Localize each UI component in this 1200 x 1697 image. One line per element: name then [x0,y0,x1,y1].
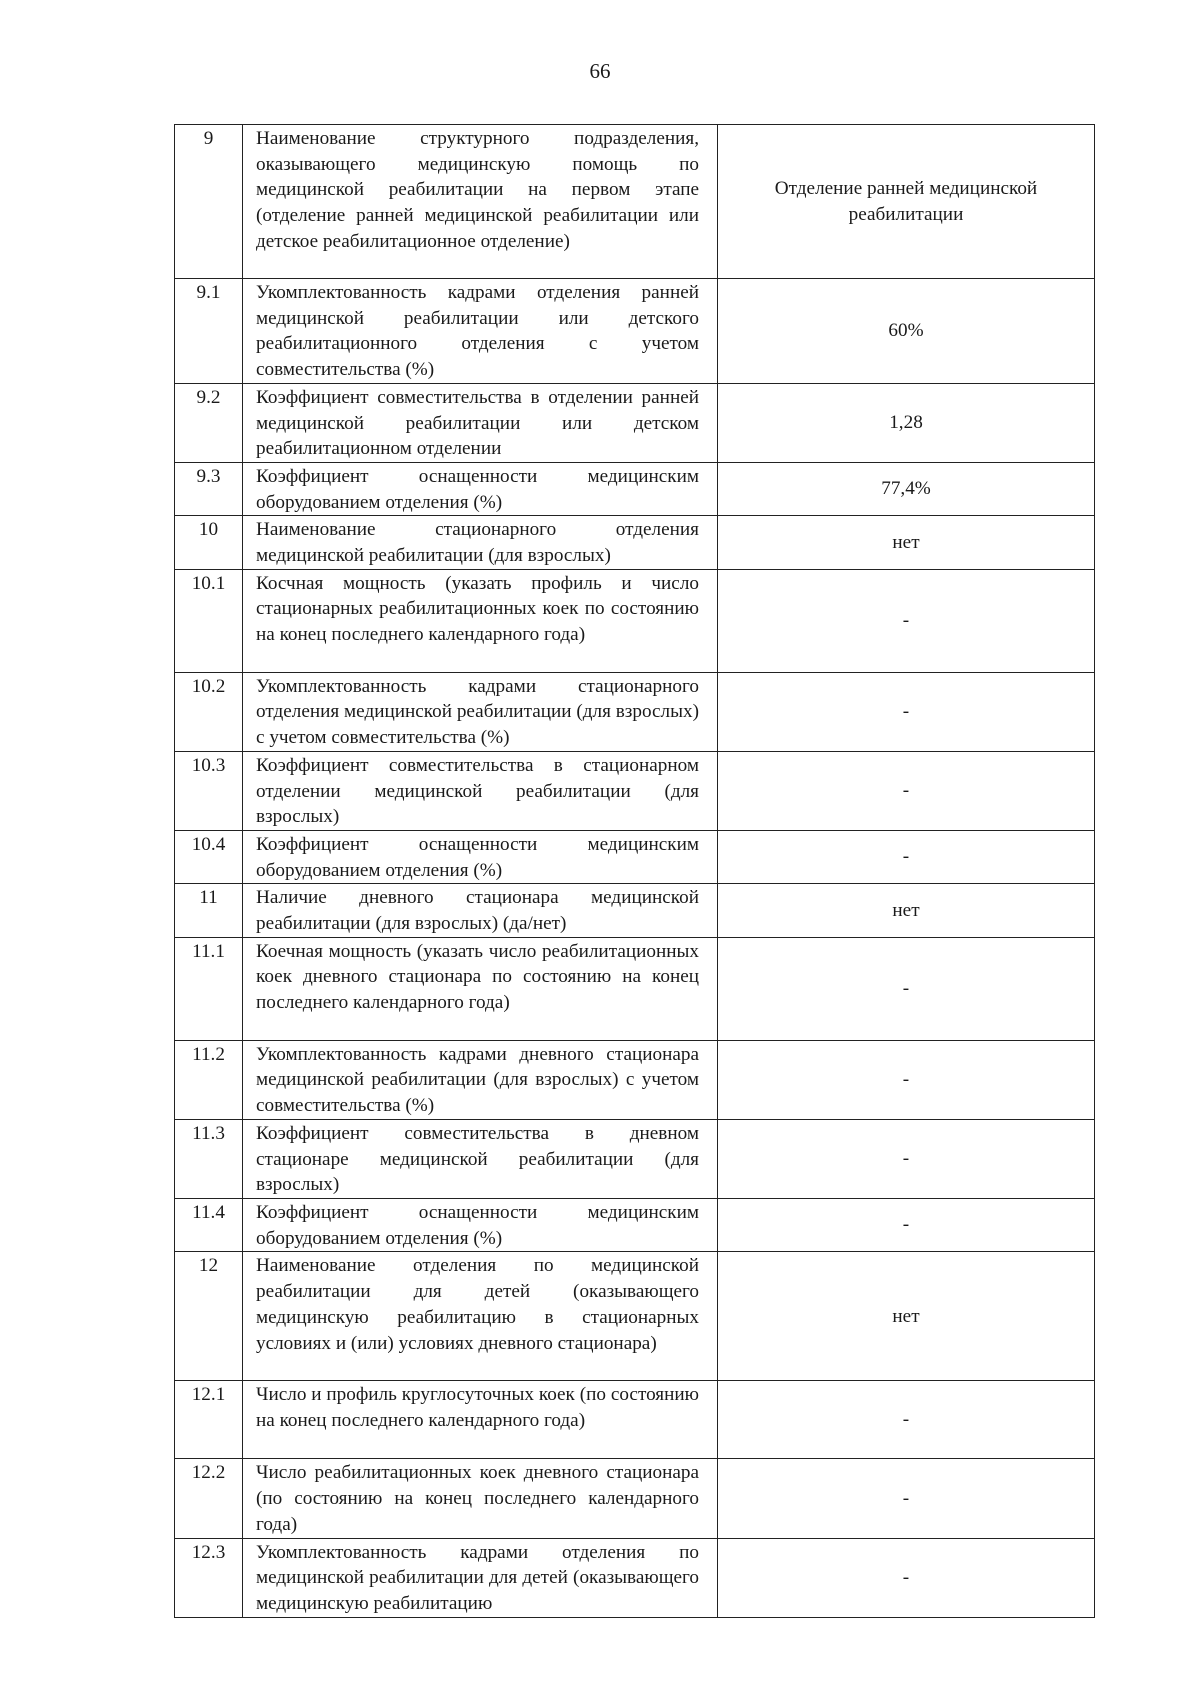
row-number: 12.1 [175,1381,243,1459]
row-value: нет [718,1252,1095,1381]
row-value: - [718,830,1095,883]
row-description: Коэффициент совместительства в дневном стационаре медицинской реабилитации (для взрослых) [243,1119,718,1198]
row-value: 1,28 [718,383,1095,462]
row-value: - [718,937,1095,1040]
row-value: - [718,569,1095,672]
page-number: 66 [589,59,611,83]
table-row [175,884,1095,937]
row-value: - [718,1381,1095,1459]
row-value: - [718,751,1095,830]
row-description: Коэффициент оснащенности медицинским оборудованием отделения (%) [243,830,718,883]
table-row [175,516,1095,569]
row-number: 9.3 [175,462,243,515]
row-description: Наименование структурного подразделения, оказывающего медицинскую помощь по медицинской реабилитации на первом этапе (отделение ранней медицинской реабилитации или детское реабилитационное отделение) [243,125,718,279]
row-number: 9 [175,125,243,279]
row-number: 10 [175,516,243,569]
table-row [175,462,1095,515]
row-value: нет [718,884,1095,937]
row-description: Коэффициент совместительства в стационарном отделении медицинской реабилитации (для взрослых) [243,751,718,830]
table-row [175,1252,1095,1381]
table-row [175,383,1095,462]
table-row [175,1459,1095,1538]
row-description: Число реабилитационных коек дневного стационара (по состоянию на конец последнего календарного года) [243,1459,718,1538]
row-number: 11.2 [175,1040,243,1119]
row-value: Отделение ранней медицинской реабилитации [718,125,1095,279]
table-row [175,751,1095,830]
row-description: Коэффициент совместительства в отделении ранней медицинской реабилитации или детском реабилитационном отделении [243,383,718,462]
table-row [175,1538,1095,1617]
table-row [175,125,1095,279]
row-description: Укомплектованность кадрами дневного стационара медицинской реабилитации (для взрослых) с учетом совместительства (%) [243,1040,718,1119]
table-row [175,937,1095,1040]
row-description: Укомплектованность кадрами стационарного отделения медицинской реабилитации (для взрослых) с учетом совместительства (%) [243,672,718,751]
row-number: 11.3 [175,1119,243,1198]
row-number: 10.4 [175,830,243,883]
row-description: Коэффициент оснащенности медицинским оборудованием отделения (%) [243,462,718,515]
row-value: - [718,1198,1095,1251]
row-description: Укомплектованность кадрами отделения по медицинской реабилитации для детей (оказывающего медицинскую реабилитацию [243,1538,718,1617]
row-number: 11 [175,884,243,937]
row-number: 10.2 [175,672,243,751]
row-number: 12.2 [175,1459,243,1538]
row-description: Коечная мощность (указать число реабилитационных коек дневного стационара по состоянию на конец последнего календарного года) [243,937,718,1040]
row-number: 12.3 [175,1538,243,1617]
table-row [175,1381,1095,1459]
table-row [175,1040,1095,1119]
table-row [175,569,1095,672]
table-row [175,279,1095,384]
row-value: 60% [718,279,1095,384]
row-value: - [718,1040,1095,1119]
row-number: 9.2 [175,383,243,462]
table-row [175,1198,1095,1251]
row-value: - [718,672,1095,751]
row-description: Наименование стационарного отделения медицинской реабилитации (для взрослых) [243,516,718,569]
row-value: - [718,1538,1095,1617]
row-description: Наименование отделения по медицинской реабилитации для детей (оказывающего медицинскую реабилитацию в стационарных условиях и (или) условиях дневного стационара) [243,1252,718,1381]
row-number: 11.1 [175,937,243,1040]
row-description: Коэффициент оснащенности медицинским оборудованием отделения (%) [243,1198,718,1251]
row-description: Косчная мощность (указать профиль и число стационарных реабилитационных коек по состоянию на конец последнего календарного года) [243,569,718,672]
row-number: 10.3 [175,751,243,830]
row-value: 77,4% [718,462,1095,515]
row-value: - [718,1459,1095,1538]
row-number: 11.4 [175,1198,243,1251]
table-row [175,830,1095,883]
row-value: нет [718,516,1095,569]
table-body [175,125,1095,1618]
table-row [175,1119,1095,1198]
row-value: - [718,1119,1095,1198]
row-description: Число и профиль круглосуточных коек (по состоянию на конец последнего календарного года) [243,1381,718,1459]
table-row [175,672,1095,751]
row-number: 9.1 [175,279,243,384]
indicators-table [174,124,1095,1618]
row-number: 12 [175,1252,243,1381]
row-number: 10.1 [175,569,243,672]
row-description: Наличие дневного стационара медицинской реабилитации (для взрослых) (да/нет) [243,884,718,937]
row-description: Укомплектованность кадрами отделения ранней медицинской реабилитации или детского реабилитационного отделения с учетом совместительства (%) [243,279,718,384]
